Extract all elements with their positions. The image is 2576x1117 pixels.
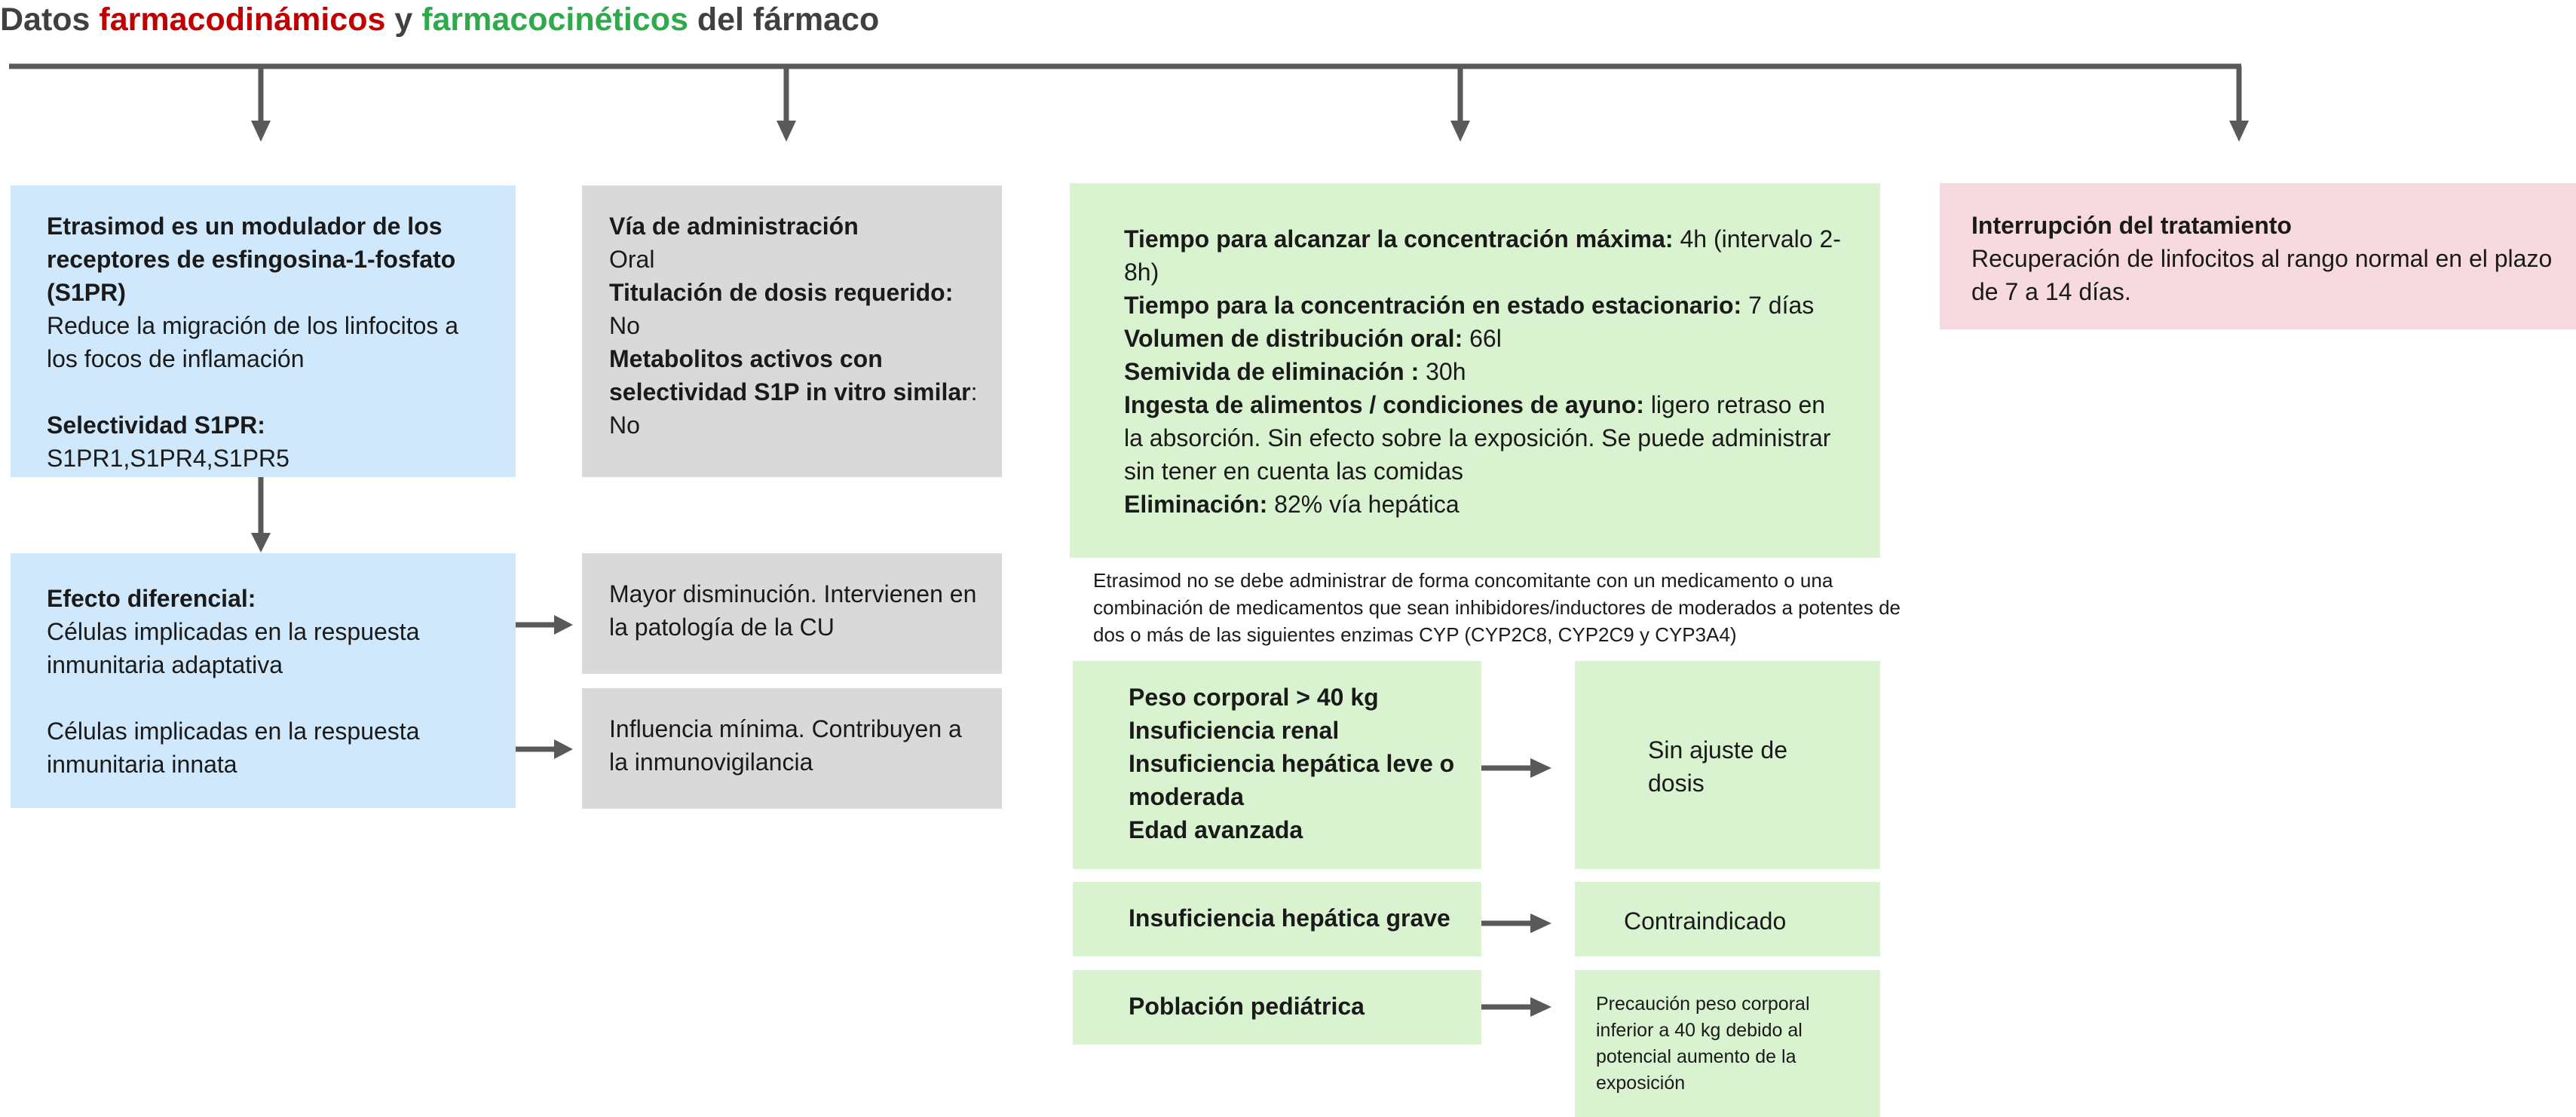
administration-box — [582, 185, 1002, 477]
population-group1-result-box — [1575, 661, 1880, 869]
differential-box — [11, 553, 516, 808]
route-value: Oral — [609, 246, 655, 273]
title-pharmacokinetic: farmacocinéticos — [421, 2, 688, 38]
steady-state-value: 7 días — [1741, 292, 1815, 319]
route-label: Vía de administración — [609, 213, 859, 240]
selectivity-value: S1PR1,S1PR4,S1PR5 — [47, 445, 289, 472]
pharmacokinetics-box — [1070, 183, 1880, 558]
population-group3-label: Población pediátrica — [1129, 993, 1365, 1020]
elimination-label: Eliminación: — [1124, 491, 1268, 518]
steady-state-label: Tiempo para la concentración en estado estacionario: — [1124, 292, 1742, 319]
arrowhead-administration — [776, 121, 796, 142]
selectivity-line — [47, 409, 492, 475]
arrowhead-mechanism — [251, 121, 271, 142]
half-life-label: Semivida de eliminación : — [1124, 358, 1420, 385]
half-life-value: 30h — [1419, 358, 1466, 385]
population-group3-result-box — [1575, 970, 1880, 1117]
tmax-line — [1124, 222, 1850, 289]
elimination-line — [1124, 488, 1850, 521]
population-group1-item-1: Peso corporal > 40 kg — [1129, 684, 1379, 711]
discontinuation-box — [1940, 183, 2576, 329]
metabolites-value: No — [609, 412, 640, 439]
half-life-line — [1124, 355, 1850, 388]
volume-value: 66l — [1463, 325, 1502, 352]
title-prefix: Datos — [0, 2, 100, 38]
population-group3-box — [1073, 970, 1481, 1045]
arrowhead-discontinuation — [2229, 121, 2249, 142]
adaptive-effect-box — [582, 553, 1002, 674]
food-line — [1124, 388, 1850, 488]
population-group2-result: Contraindicado — [1624, 907, 1787, 935]
mechanism-description: Reduce la migración de los linfocitos a los focos de inflamación — [47, 312, 459, 372]
metabolites-colon: : — [970, 378, 978, 405]
population-group1-item-3: Insuficiencia hepática leve o moderada — [1129, 750, 1455, 810]
food-value: ligero retraso en la absorción. Sin efecto sobre la exposición. Se puede administrar sin tener en cuenta las comidas — [1124, 391, 1831, 485]
population-group1-item-2: Insuficiencia renal — [1129, 717, 1340, 744]
population-group2-result-box — [1575, 882, 1880, 956]
metabolites-label: Metabolitos activos con selectividad S1P in vitro similar — [609, 345, 971, 405]
innate-effect-box — [582, 688, 1002, 809]
title-suffix: del fármaco — [688, 2, 880, 38]
population-group1-item-4: Edad avanzada — [1129, 816, 1303, 843]
arrowhead-adaptive — [554, 615, 573, 635]
titration-value: No — [609, 312, 640, 339]
diagram-title — [0, 2, 879, 38]
titration-label: Titulación de dosis requerido: — [609, 279, 954, 306]
arrowhead-group1 — [1530, 758, 1551, 778]
discontinuation-text: Recuperación de linfocitos al rango normal en el plazo de 7 a 14 días. — [1971, 245, 2553, 305]
steady-state-line — [1124, 289, 1850, 322]
population-group2-label: Insuficiencia hepática grave — [1129, 904, 1450, 932]
differential-heading: Efecto diferencial: — [47, 585, 256, 612]
discontinuation-heading: Interrupción del tratamiento — [1971, 212, 2292, 239]
selectivity-label: Selectividad S1PR: — [47, 412, 265, 439]
arrowhead-innate — [554, 739, 573, 759]
population-group2-box — [1073, 882, 1481, 956]
arrowhead-group3 — [1530, 997, 1551, 1017]
metabolites-line — [609, 342, 987, 409]
title-pharmacodynamic: farmacodinámicos — [99, 2, 386, 38]
innate-effect-text: Influencia mínima. Contribuyen a la inmunovigilancia — [609, 715, 962, 776]
volume-line — [1124, 322, 1850, 355]
cyp-interaction-note: Etrasimod no se debe administrar de forma concomitante con un medicamento o una combinación de medicamentos que sean inhibidores/inductores de moderados a potentes de dos o más de las siguientes enzimas CYP (CYP2C8, CYP2C9 y CYP3A4) — [1093, 569, 1901, 646]
adaptive-effect-text: Mayor disminución. Intervienen en la patología de la CU — [609, 580, 977, 641]
population-group1-box — [1073, 661, 1481, 869]
food-label: Ingesta de alimentos / condiciones de ayuno: — [1124, 391, 1644, 418]
arrowhead-differential — [251, 533, 271, 552]
mechanism-heading: Etrasimod es un modulador de los receptores de esfingosina-1-fosfato (S1PR) — [47, 213, 456, 306]
elimination-value: 82% vía hepática — [1267, 491, 1460, 518]
mechanism-box — [11, 185, 516, 477]
arrowhead-group2 — [1530, 913, 1551, 933]
adaptive-cells: Células implicadas en la respuesta inmunitaria adaptativa — [47, 618, 420, 678]
arrowhead-pharmacokinetics — [1450, 121, 1470, 142]
population-group1-result: Sin ajuste de dosis — [1648, 736, 1788, 797]
population-group3-result: Precaución peso corporal inferior a 40 kg debido al potencial aumento de la exposición — [1596, 993, 1810, 1094]
title-connector: y — [385, 2, 422, 38]
tmax-label: Tiempo para alcanzar la concentración máxima: — [1124, 225, 1674, 252]
volume-label: Volumen de distribución oral: — [1124, 325, 1463, 352]
tmax-value: 4h (intervalo 2-8h) — [1124, 225, 1841, 286]
innate-cells: Células implicadas en la respuesta inmunitaria innata — [47, 718, 420, 778]
